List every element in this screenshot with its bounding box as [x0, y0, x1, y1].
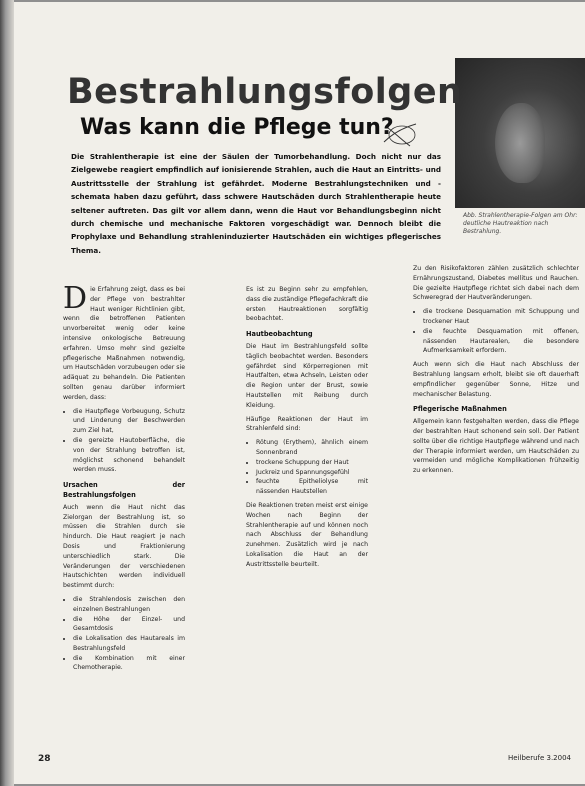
- page-subtitle: Was kann die Pflege tun?: [80, 115, 394, 140]
- paragraph: Die Reaktionen treten meist erst einige Wochen nach Beginn der Strahlentherapie auf und können noch nach Abschluss der Behandlung zunehmen. Zusätzlich wird je nach Lokalisation die Haut an der Austrittsstelle beurteilt.: [246, 501, 368, 568]
- photo-caption: Abb. Strahlentherapie-Folgen am Ohr: deutliche Hautreaktion nach Bestrahlung.: [463, 212, 578, 235]
- paragraph: Die Haut im Bestrahlungsfeld sollte täglich beobachtet werden. Besonders gefährdet sind Körperregionen mit Hautfalten, etwa Achseln, Leisten oder die Region unter der Brust, sowie Hautstellen mit Reibung durch Kleidung.: [246, 342, 368, 409]
- list-item: • die gereizte Hautoberfläche, die von der Strahlung betroffen ist, möglichst schonend behandelt werden muss.: [73, 436, 185, 475]
- list: [63, 595, 185, 673]
- list-item: • die feuchte Desquamation mit offenen, nässenden Hautarealen, die besondere Aufmerksamkeit erfordern.: [423, 327, 579, 356]
- ear-photo: [455, 58, 585, 208]
- paragraph: Auch wenn die Haut nicht das Zielorgan der Bestrahlung ist, so müssen die Strahlen durch sie hindurch. Die Haut reagiert je nach Dosis und Fraktionierung unterschiedlich stark. Die Veränderungen der verschiedenen Hautschichten werden individuell bestimmt durch:: [63, 503, 185, 590]
- document-page: [14, 2, 585, 784]
- page-title: Bestrahlungsfolgen: [67, 72, 463, 112]
- dropcap: D: [63, 281, 88, 316]
- list-item: • die Lokalisation des Hautareals im Bestrahlungsfeld: [73, 634, 185, 654]
- intro-paragraph: [63, 281, 185, 403]
- list-item: • Juckreiz und Spannungsgefühl: [256, 468, 368, 478]
- column-1: [63, 281, 185, 677]
- ear-icon: [495, 103, 545, 183]
- column-3: [413, 264, 579, 480]
- list-item: • die Strahlendosis zwischen den einzelnen Bestrahlungen: [73, 595, 185, 615]
- list-item: • die Hautpflege Vorbeugung, Schutz und Linderung der Beschwerden zum Ziel hat,: [73, 407, 185, 436]
- journal-name: Heilberufe 3.2004: [507, 754, 571, 762]
- list-item: • trockene Schuppung der Haut: [256, 458, 368, 468]
- section-heading: Hautbeobachtung: [246, 330, 313, 339]
- lead-paragraph: Die Strahlentherapie ist eine der Säulen der Tumorbehandlung. Doch nicht nur das Zielgewebe reagiert empfindlich auf ionisierende Strahlen, auch die Haut an Eintritts- und Austrittsstelle der Strahlung ist gefährdet. Moderne Bestrahlungstechniken und -schemata haben dazu geführt, dass schwere Hautschäden durch Strahlentherapie heute seltener auftreten. Das gilt vor allem dann, wenn die Haut vor Behandlungsbeginn nicht durch chemische und mechanische Faktoren vorgeschädigt war. Dennoch bleibt die Prophylaxe und Behandlung strahleninduzierter Hautschäden ein wichtiges pflegerisches Thema.: [71, 152, 441, 255]
- page-number: 28: [38, 754, 51, 764]
- paragraph: Es ist zu Beginn sehr zu empfehlen, dass die zuständige Pflegefachkraft die ersten Hautreaktionen sorgfältig beobachtet.: [246, 286, 368, 323]
- paragraph: Allgemein kann festgehalten werden, dass die Pflege der bestrahlten Haut schonend sein soll. Der Patient sollte über die richtige Hautpflege während und nach der Therapie informiert werden, um Hautschäden zu vermeiden und mögliche Komplikationen frühzeitig zu erkennen.: [413, 418, 579, 475]
- intro-text: ie Erfahrung zeigt, dass es bei der Pflege von bestrahlter Haut weniger Richtlinien gibt, wenn die betroffenen Patienten unvorbereitet wenig oder keine intensive onkologische Betreuung erfahren. Umso mehr sind gezielte pflegerische Maßnahmen notwendig, um Hautschäden vorzubeugen oder sie adäquat zu behandeln. Die Patienten sollten genau darüber informiert werden, dass:: [63, 286, 185, 401]
- column-2: [246, 285, 368, 574]
- page-footer: [14, 754, 585, 770]
- section-heading: Ursachen der Bestrahlungsfolgen: [63, 481, 185, 499]
- list-item: • die trockene Desquamation mit Schuppung und trockener Haut: [423, 307, 579, 327]
- pen-mark-icon: [380, 120, 420, 150]
- section-heading: Pflegerische Maßnahmen: [413, 405, 507, 414]
- list-item: • die Kombination mit einer Chemotherapie.: [73, 654, 185, 674]
- paragraph: Zu den Risikofaktoren zählen zusätzlich schlechter Ernährungszustand, Diabetes mellitus und Rauchen. Die gezielte Hautpflege richtet sich dabei nach dem Schweregrad der Hautveränderungen.: [413, 265, 579, 302]
- list: [413, 307, 579, 356]
- paragraph: Häufige Reaktionen der Haut im Strahlenfeld sind:: [246, 415, 368, 433]
- paragraph: Auch wenn sich die Haut nach Abschluss der Bestrahlung langsam erholt, bleibt sie oft dauerhaft empfindlicher gegenüber Sonne, Hitze und mechanischer Belastung.: [413, 361, 579, 398]
- list-item: • Rötung (Erythem), ähnlich einem Sonnenbrand: [256, 438, 368, 458]
- list: [63, 407, 185, 476]
- list-item: • die Höhe der Einzel- und Gesamtdosis: [73, 615, 185, 635]
- page-binding-edge: [0, 0, 14, 786]
- list-item: • feuchte Epitheliolyse mit nässenden Hautstellen: [256, 477, 368, 497]
- list: [246, 438, 368, 497]
